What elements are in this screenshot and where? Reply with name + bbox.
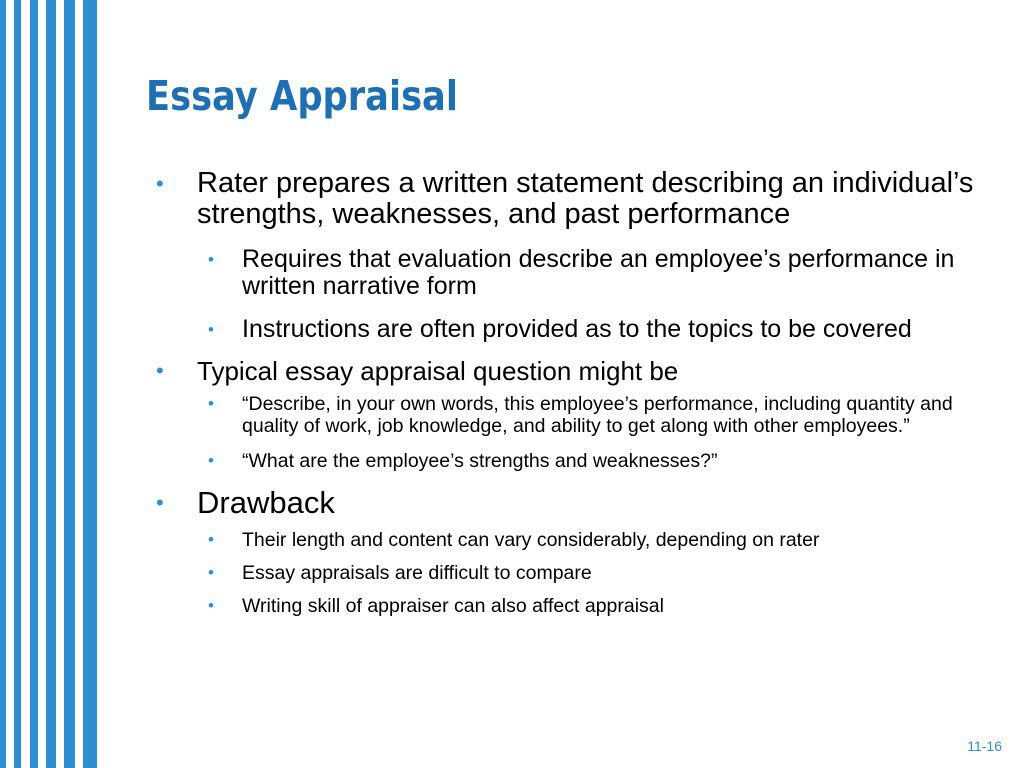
slide-title: Essay Appraisal [146,72,458,120]
bullet-level1: • Rater prepares a written statement describing an individual’s strengths, weaknesses, and past performance [156,167,974,230]
bullet-level2: • “Describe, in your own words, this employee’s performance, including quantity and quality of work, job knowledge, and ability to get along with other employees.” [208,393,953,437]
bullet-level2: • Instructions are often provided as to the topics to be covered [208,315,912,343]
bullet-icon: • [208,596,214,615]
bullet-level2: • Essay appraisals are difficult to compare [208,562,592,584]
bullet-icon: • [208,530,214,549]
bullet-icon: • [156,171,164,196]
slide-content [156,168,976,628]
bullet-icon: • [208,320,214,339]
bullet-level2: • “What are the employee’s strengths and weaknesses?” [208,450,718,472]
bullet-icon: • [208,451,214,470]
bullet-icon: • [156,358,164,383]
bullet-icon: • [208,250,214,269]
bullet-level1: • Typical essay appraisal question might be [156,356,679,386]
decorative-stripes [0,0,104,768]
bullet-icon: • [208,394,214,413]
bullet-icon: • [156,490,164,515]
bullet-level2: • Writing skill of appraiser can also affect appraisal [208,595,664,617]
bullet-level2: • Requires that evaluation describe an employee’s performance in written narrative form [208,245,955,300]
bullet-icon: • [208,563,214,582]
bullet-level2: • Their length and content can vary considerably, depending on rater [208,529,820,551]
slide-number: 11-16 [967,738,1002,754]
bullet-level1: • Drawback [156,485,335,520]
